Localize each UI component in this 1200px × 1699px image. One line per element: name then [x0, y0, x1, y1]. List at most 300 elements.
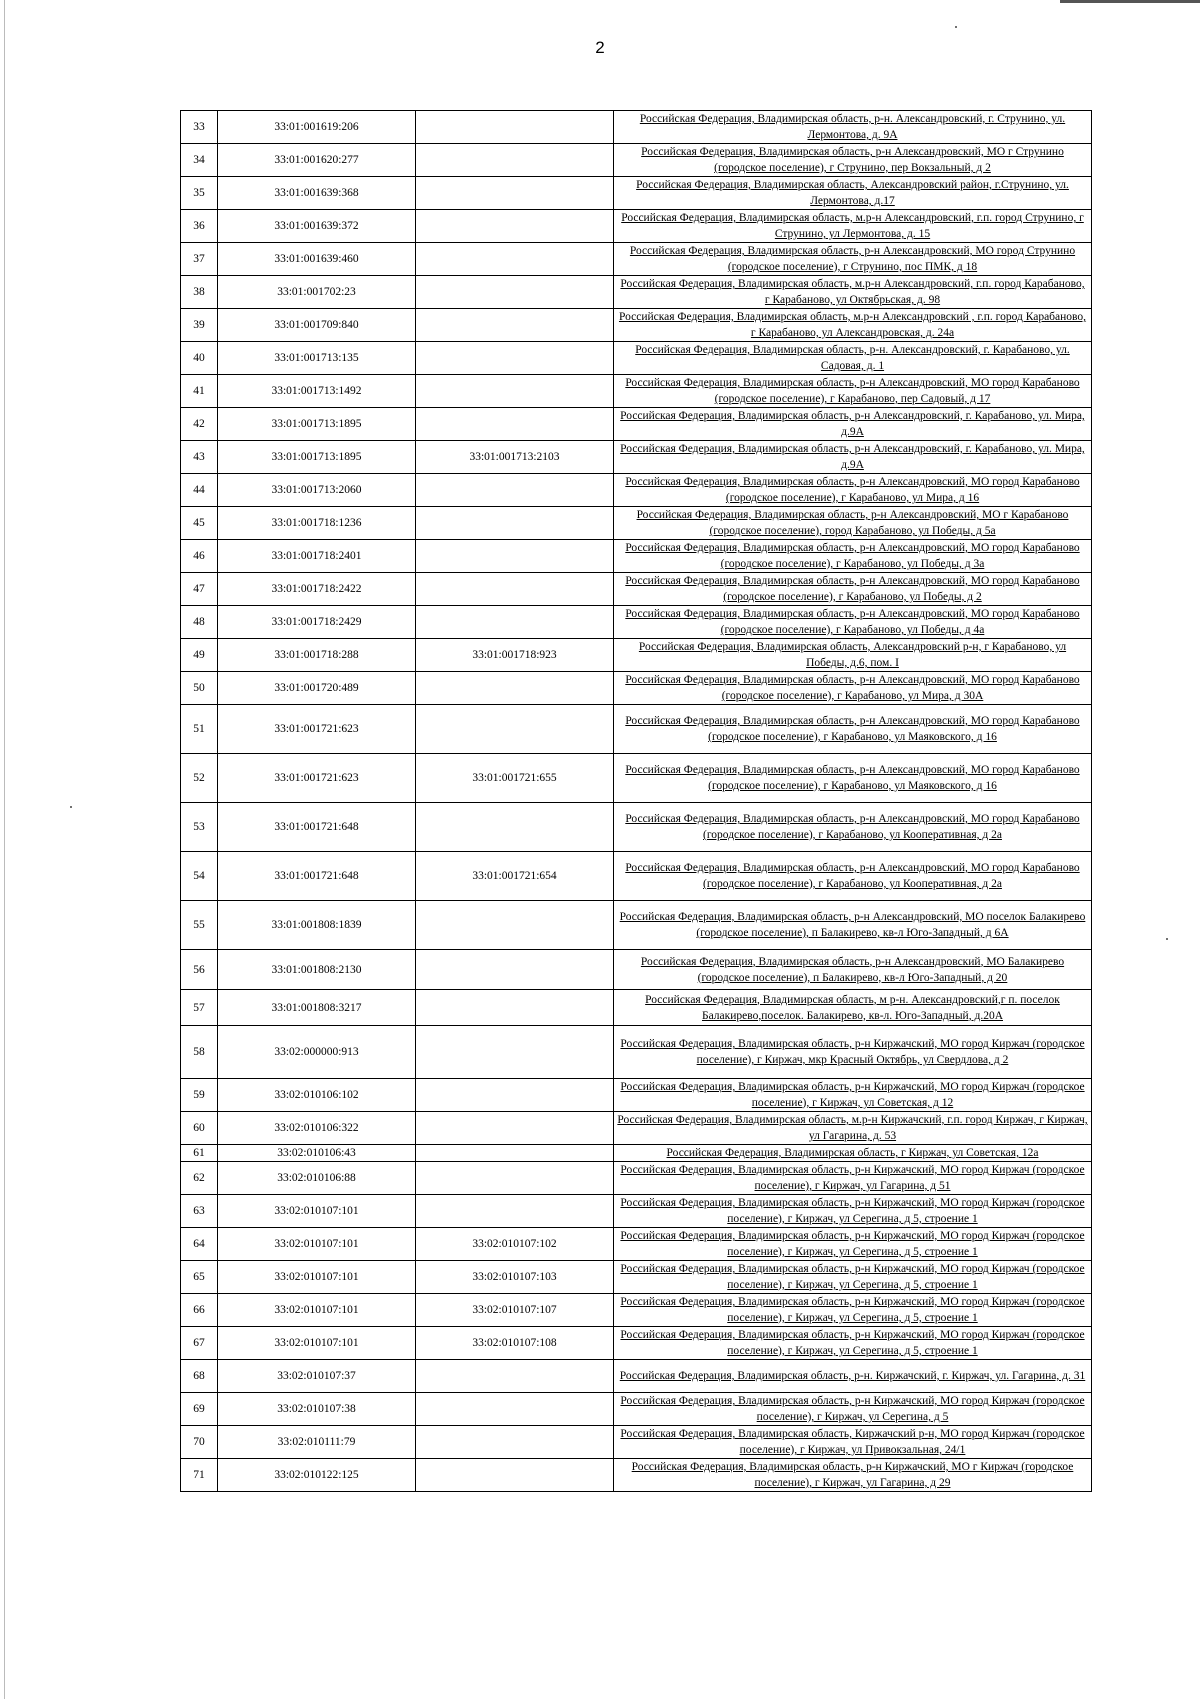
- table-row: [181, 1426, 1092, 1459]
- address: Российская Федерация, Владимирская область, р-н Александровский, МО город Карабаново (городское поселение), г Карабаново, ул Кооперативная, д 2а: [625, 862, 1080, 890]
- cadastral-number: 33:01:001639:372: [274, 220, 359, 232]
- table-row: [181, 1079, 1092, 1112]
- row-number: 55: [193, 919, 205, 931]
- cadastral-number: 33:01:001721:623: [274, 772, 359, 784]
- related-cadastral-number-cell: [416, 375, 614, 408]
- address-cell: [614, 177, 1092, 210]
- address: Российская Федерация, Владимирская область, р-н Киржачский, МО город Киржач (городское поселение), г Киржач, ул Серегина, д 5: [620, 1395, 1085, 1423]
- row-number-cell: [181, 111, 218, 144]
- cadastral-number-cell: [218, 1162, 416, 1195]
- address: Российская Федерация, Владимирская область, р-н Киржачский, МО город Киржач (городское поселение), г Киржач, мкр Красный Октябрь, ул Свердлова, д 2: [620, 1038, 1085, 1066]
- row-number: 59: [193, 1089, 205, 1101]
- row-number-cell: [181, 144, 218, 177]
- row-number: 63: [193, 1205, 205, 1217]
- cadastral-number: 33:02:010107:38: [277, 1403, 356, 1415]
- row-number: 64: [193, 1238, 205, 1250]
- row-number-cell: [181, 342, 218, 375]
- table-row: [181, 1360, 1092, 1393]
- address-cell: [614, 1026, 1092, 1079]
- row-number-cell: [181, 1195, 218, 1228]
- row-number-cell: [181, 243, 218, 276]
- cadastral-number: 33:01:001718:2429: [271, 616, 362, 628]
- cadastral-number: 33:02:000000:913: [274, 1046, 359, 1058]
- row-number: 51: [193, 723, 205, 735]
- row-number-cell: [181, 672, 218, 705]
- cadastral-number-cell: [218, 990, 416, 1026]
- cadastral-number-cell: [218, 375, 416, 408]
- related-cadastral-number-cell: [416, 754, 614, 803]
- cadastral-number: 33:01:001713:1895: [271, 451, 362, 463]
- address-cell: [614, 1261, 1092, 1294]
- address: Российская Федерация, Владимирская область, р-н Киржачский, МО город Киржач (городское поселение), г Киржач, ул Серегина, д 5, строение 1: [620, 1230, 1085, 1258]
- row-number: 40: [193, 352, 205, 364]
- cadastral-number-cell: [218, 1145, 416, 1162]
- cadastral-number: 33:01:001619:206: [274, 121, 359, 133]
- row-number: 68: [193, 1370, 205, 1382]
- address-cell: [614, 243, 1092, 276]
- table-row: [181, 1195, 1092, 1228]
- cadastral-number: 33:02:010107:101: [274, 1205, 359, 1217]
- cadastral-number-cell: [218, 606, 416, 639]
- cadastral-number-cell: [218, 852, 416, 901]
- row-number: 49: [193, 649, 205, 661]
- row-number: 53: [193, 821, 205, 833]
- related-cadastral-number: 33:01:001713:2103: [469, 451, 560, 463]
- related-cadastral-number: 33:02:010107:108: [472, 1337, 557, 1349]
- address-cell: [614, 1426, 1092, 1459]
- address: Российская Федерация, Владимирская область, м.р-н Александровский , г.п. город Карабаново, г Карабаново, ул Александровская, д. 24а: [618, 311, 1087, 339]
- address-cell: [614, 950, 1092, 990]
- cadastral-number: 33:02:010106:88: [277, 1172, 356, 1184]
- address-cell: [614, 540, 1092, 573]
- cadastral-number-cell: [218, 672, 416, 705]
- row-number: 57: [193, 1001, 205, 1014]
- address: Российская Федерация, Владимирская область, м.р-н Александровский, г.п. город Карабаново, г Карабаново, ул Октябрьская, д. 98: [620, 278, 1085, 306]
- cadastral-number: 33:02:010107:101: [274, 1271, 359, 1283]
- address: Российская Федерация, Владимирская область, Киржачский р-н, МО город Киржач (городское поселение), г Киржач, ул Привокзальная, 24/1: [620, 1428, 1085, 1456]
- related-cadastral-number-cell: [416, 1079, 614, 1112]
- address-cell: [614, 1294, 1092, 1327]
- address: Российская Федерация, Владимирская область, р-н Александровский, МО город Карабаново (городское поселение), г Карабаново, ул Победы, д 3а: [625, 542, 1080, 570]
- address: Российская Федерация, Владимирская область, р-н Александровский, МО Балакирево (городское поселение), п Балакирево, кв-л Юго-Западный, д 20: [640, 955, 1065, 984]
- row-number: 41: [193, 385, 205, 397]
- table-row: [181, 1228, 1092, 1261]
- table-row: [181, 408, 1092, 441]
- cadastral-number: 33:02:010107:101: [274, 1337, 359, 1349]
- related-cadastral-number-cell: [416, 1261, 614, 1294]
- row-number: 67: [193, 1337, 205, 1349]
- address: Российская Федерация, Владимирская область, м.р-н Киржачский, г.п. город Киржач, г Киржач, ул Гагарина, д. 53: [617, 1114, 1088, 1142]
- address: Российская Федерация, Владимирская область, м.р-н Александровский, г.п. город Струнино, г Струнино, ул Лермонтова, д. 15: [621, 212, 1084, 240]
- cadastral-number: 33:01:001808:1839: [271, 919, 362, 931]
- related-cadastral-number-cell: [416, 342, 614, 375]
- address-cell: [614, 1459, 1092, 1492]
- address-cell: [614, 1327, 1092, 1360]
- address-cell: [614, 1145, 1092, 1162]
- row-number: 66: [193, 1304, 205, 1316]
- address: Российская Федерация, Владимирская область, р-н Киржачский, МО город Киржач (городское поселение), г Киржач, ул Серегина, д 5, строение 1: [620, 1197, 1085, 1225]
- row-number: 44: [193, 484, 205, 496]
- cadastral-number: 33:02:010106:43: [277, 1147, 356, 1159]
- related-cadastral-number-cell: [416, 474, 614, 507]
- cadastral-number-cell: [218, 276, 416, 309]
- related-cadastral-number-cell: [416, 672, 614, 705]
- row-number-cell: [181, 803, 218, 852]
- address-cell: [614, 990, 1092, 1026]
- table-row: [181, 852, 1092, 901]
- table-row: [181, 606, 1092, 639]
- cadastral-registry-table: [180, 110, 1092, 1492]
- related-cadastral-number-cell: [416, 177, 614, 210]
- cadastral-number: 33:01:001718:2422: [271, 583, 362, 595]
- table-row: [181, 144, 1092, 177]
- table-row: [181, 441, 1092, 474]
- cadastral-number-cell: [218, 1026, 416, 1079]
- related-cadastral-number: 33:01:001721:655: [472, 772, 557, 784]
- row-number: 43: [193, 451, 205, 463]
- row-number-cell: [181, 375, 218, 408]
- row-number-cell: [181, 573, 218, 606]
- cadastral-number-cell: [218, 342, 416, 375]
- cadastral-number-cell: [218, 1426, 416, 1459]
- table-row: [181, 309, 1092, 342]
- row-number: 61: [193, 1147, 205, 1159]
- address-cell: [614, 111, 1092, 144]
- address-cell: [614, 672, 1092, 705]
- table-row: [181, 540, 1092, 573]
- related-cadastral-number: 33:01:001721:654: [472, 870, 557, 882]
- address: Российская Федерация, Владимирская область, р-н Александровский, МО город Карабаново (городское поселение), г Карабаново, ул Кооперативная, д 2а: [625, 813, 1080, 841]
- address: Российская Федерация, Владимирская область, г Киржач, ул Советская, 12а: [666, 1147, 1039, 1159]
- cadastral-number-cell: [218, 1393, 416, 1426]
- cadastral-number: 33:02:010107:101: [274, 1238, 359, 1250]
- related-cadastral-number-cell: [416, 1112, 614, 1145]
- address: Российская Федерация, Владимирская область, р-н Александровский, МО поселок Балакирево (городское поселение), п Балакирево, кв-л Юго-Западный, д 6А: [619, 911, 1086, 939]
- table-row: [181, 1026, 1092, 1079]
- table-row: [181, 1145, 1092, 1162]
- cadastral-number-cell: [218, 705, 416, 754]
- table-row: [181, 507, 1092, 540]
- row-number-cell: [181, 852, 218, 901]
- row-number-cell: [181, 1079, 218, 1112]
- related-cadastral-number-cell: [416, 408, 614, 441]
- related-cadastral-number-cell: [416, 507, 614, 540]
- cadastral-number: 33:02:010107:37: [277, 1370, 356, 1382]
- address: Российская Федерация, Владимирская область, Александровский район, г.Струнино, ул. Лермонтова, д.17: [636, 179, 1069, 207]
- cadastral-number: 33:01:001718:1236: [271, 517, 362, 529]
- row-number-cell: [181, 1294, 218, 1327]
- cadastral-number: 33:02:010107:101: [274, 1304, 359, 1316]
- cadastral-number: 33:01:001721:623: [274, 723, 359, 735]
- cadastral-number: 33:01:001713:1895: [271, 418, 362, 430]
- related-cadastral-number-cell: [416, 1228, 614, 1261]
- related-cadastral-number-cell: [416, 1162, 614, 1195]
- related-cadastral-number: 33:02:010107:107: [472, 1304, 557, 1316]
- row-number-cell: [181, 754, 218, 803]
- cadastral-number: 33:01:001808:2130: [271, 963, 362, 976]
- table-row: [181, 754, 1092, 803]
- cadastral-number: 33:01:001721:648: [274, 870, 359, 882]
- address-cell: [614, 606, 1092, 639]
- related-cadastral-number-cell: [416, 309, 614, 342]
- row-number: 69: [193, 1403, 205, 1415]
- scan-edge-line: [1060, 0, 1200, 3]
- address-cell: [614, 507, 1092, 540]
- cadastral-number-cell: [218, 754, 416, 803]
- row-number-cell: [181, 177, 218, 210]
- cadastral-number-cell: [218, 1294, 416, 1327]
- table-row: [181, 990, 1092, 1026]
- cadastral-number-cell: [218, 803, 416, 852]
- row-number-cell: [181, 276, 218, 309]
- related-cadastral-number-cell: [416, 705, 614, 754]
- row-number: 33: [193, 121, 205, 133]
- scan-speck: [955, 26, 957, 28]
- address-cell: [614, 901, 1092, 950]
- table-row: [181, 1294, 1092, 1327]
- table-row: [181, 901, 1092, 950]
- cadastral-number-cell: [218, 950, 416, 990]
- address-cell: [614, 144, 1092, 177]
- cadastral-number-cell: [218, 540, 416, 573]
- address: Российская Федерация, Владимирская область, р-н Александровский, МО г Карабаново (городское поселение), город Карабаново, ул Победы, д 5а: [636, 509, 1069, 537]
- row-number-cell: [181, 1228, 218, 1261]
- table-row: [181, 276, 1092, 309]
- cadastral-number-cell: [218, 573, 416, 606]
- address: Российская Федерация, Владимирская область, р-н Киржачский, МО город Киржач (городское поселение), г Киржач, ул Гагарина, д 51: [620, 1164, 1085, 1192]
- row-number-cell: [181, 1261, 218, 1294]
- address-cell: [614, 573, 1092, 606]
- table-row: [181, 705, 1092, 754]
- scan-speck: [70, 806, 72, 808]
- row-number: 54: [193, 870, 205, 882]
- row-number: 37: [193, 253, 205, 265]
- table-row: [181, 803, 1092, 852]
- cadastral-number: 33:01:001713:1492: [271, 385, 362, 397]
- related-cadastral-number-cell: [416, 144, 614, 177]
- cadastral-number-cell: [218, 507, 416, 540]
- cadastral-number-cell: [218, 441, 416, 474]
- related-cadastral-number: 33:01:001718:923: [472, 649, 557, 661]
- cadastral-number-cell: [218, 144, 416, 177]
- cadastral-number-cell: [218, 1327, 416, 1360]
- address: Российская Федерация, Владимирская область, р-н. Киржачский, г. Киржач, ул. Гагарина, д. 31: [619, 1370, 1086, 1382]
- related-cadastral-number: 33:02:010107:103: [472, 1271, 557, 1283]
- row-number-cell: [181, 1162, 218, 1195]
- cadastral-number: 33:01:001718:288: [274, 649, 359, 661]
- table-row: [181, 1459, 1092, 1492]
- address: Российская Федерация, Владимирская область, р-н Александровский, МО город Карабаново (городское поселение), г Карабаново, пер Садовый, д 17: [625, 377, 1080, 405]
- row-number-cell: [181, 1145, 218, 1162]
- related-cadastral-number-cell: [416, 803, 614, 852]
- cadastral-number: 33:02:010122:125: [274, 1469, 359, 1481]
- related-cadastral-number-cell: [416, 441, 614, 474]
- related-cadastral-number-cell: [416, 1459, 614, 1492]
- cadastral-number: 33:02:010111:79: [277, 1436, 356, 1448]
- address-cell: [614, 1393, 1092, 1426]
- cadastral-number-cell: [218, 1360, 416, 1393]
- row-number: 65: [193, 1271, 205, 1283]
- table-row: [181, 210, 1092, 243]
- table-row: [181, 177, 1092, 210]
- cadastral-number-cell: [218, 901, 416, 950]
- related-cadastral-number-cell: [416, 1393, 614, 1426]
- row-number-cell: [181, 1112, 218, 1145]
- row-number: 47: [193, 583, 205, 595]
- address-cell: [614, 639, 1092, 672]
- row-number: 48: [193, 616, 205, 628]
- cadastral-number-cell: [218, 1261, 416, 1294]
- related-cadastral-number-cell: [416, 901, 614, 950]
- row-number-cell: [181, 474, 218, 507]
- row-number: 56: [193, 963, 205, 976]
- address: Российская Федерация, Владимирская область, р-н Киржачский, МО город Киржач (городское поселение), г Киржач, ул Серегина, д 5, строение 1: [620, 1263, 1085, 1291]
- related-cadastral-number-cell: [416, 950, 614, 990]
- address: Российская Федерация, Владимирская область, р-н Александровский, МО г Струнино (городское поселение), г Струнино, пер Вокзальный, д 2: [641, 146, 1064, 174]
- cadastral-number-cell: [218, 243, 416, 276]
- row-number-cell: [181, 990, 218, 1026]
- related-cadastral-number-cell: [416, 852, 614, 901]
- row-number-cell: [181, 705, 218, 754]
- address-cell: [614, 309, 1092, 342]
- address: Российская Федерация, Владимирская область, р-н Александровский, МО город Струнино (городское поселение), г Струнино, пос ПМК, д 18: [629, 245, 1076, 273]
- row-number-cell: [181, 1327, 218, 1360]
- address: Российская Федерация, Владимирская область, р-н. Александровский, г. Струнино, ул. Лермонтова, д. 9А: [639, 113, 1066, 141]
- related-cadastral-number-cell: [416, 243, 614, 276]
- row-number-cell: [181, 1426, 218, 1459]
- cadastral-number: 33:01:001639:368: [274, 187, 359, 199]
- table-row: [181, 1393, 1092, 1426]
- table-row: [181, 1261, 1092, 1294]
- row-number-cell: [181, 950, 218, 990]
- address: Российская Федерация, Владимирская область, р-н Киржачский, МО город Киржач (городское поселение), г Киржач, ул Серегина, д 5, строение 1: [620, 1296, 1085, 1324]
- address: Российская Федерация, Владимирская область, р-н Киржачский, МО г Киржач (городское поселение), г Киржач, ул Гагарина, д 29: [631, 1461, 1074, 1489]
- address: Российская Федерация, Владимирская область, р-н Александровский, МО город Карабаново (городское поселение), г Карабаново, ул Победы, д 4а: [625, 608, 1080, 636]
- address: Российская Федерация, Владимирская область, м р-н. Александровский,г п. поселок Балакирево,поселок. Балакирево, кв-л. Юго-Западный, д.20А: [645, 993, 1060, 1022]
- address-cell: [614, 210, 1092, 243]
- cadastral-number-cell: [218, 1112, 416, 1145]
- row-number: 70: [193, 1436, 205, 1448]
- address: Российская Федерация, Владимирская область, р-н Киржачский, МО город Киржач (городское поселение), г Киржач, ул Советская, д 12: [620, 1081, 1085, 1109]
- table-row: [181, 672, 1092, 705]
- row-number-cell: [181, 1026, 218, 1079]
- row-number: 58: [193, 1046, 205, 1058]
- address-cell: [614, 342, 1092, 375]
- related-cadastral-number-cell: [416, 1426, 614, 1459]
- table-row: [181, 573, 1092, 606]
- address-cell: [614, 375, 1092, 408]
- cadastral-number: 33:01:001620:277: [274, 154, 359, 166]
- related-cadastral-number-cell: [416, 540, 614, 573]
- related-cadastral-number-cell: [416, 573, 614, 606]
- address-cell: [614, 1195, 1092, 1228]
- address-cell: [614, 852, 1092, 901]
- row-number: 39: [193, 319, 205, 331]
- address: Российская Федерация, Владимирская область, р-н Александровский, МО город Карабаново (городское поселение), г Карабаново, ул Маяковского, д 16: [625, 764, 1080, 792]
- table-row: [181, 1162, 1092, 1195]
- related-cadastral-number-cell: [416, 639, 614, 672]
- row-number-cell: [181, 1393, 218, 1426]
- cadastral-number: 33:01:001713:135: [274, 352, 359, 364]
- row-number-cell: [181, 606, 218, 639]
- row-number: 71: [193, 1469, 205, 1481]
- address-cell: [614, 1228, 1092, 1261]
- cadastral-number: 33:01:001808:3217: [271, 1001, 362, 1014]
- row-number: 36: [193, 220, 205, 232]
- table-row: [181, 474, 1092, 507]
- cadastral-number-cell: [218, 1228, 416, 1261]
- address-cell: [614, 803, 1092, 852]
- row-number-cell: [181, 210, 218, 243]
- cadastral-number: 33:02:010106:322: [274, 1122, 359, 1134]
- row-number-cell: [181, 1459, 218, 1492]
- table-row: [181, 639, 1092, 672]
- related-cadastral-number-cell: [416, 1195, 614, 1228]
- table-row: [181, 1327, 1092, 1360]
- table-body: [181, 111, 1092, 1492]
- related-cadastral-number-cell: [416, 1294, 614, 1327]
- related-cadastral-number-cell: [416, 606, 614, 639]
- scan-left-edge: [4, 0, 5, 1699]
- table-row: [181, 111, 1092, 144]
- cadastral-number-cell: [218, 1459, 416, 1492]
- cadastral-number-cell: [218, 408, 416, 441]
- cadastral-number-cell: [218, 474, 416, 507]
- address: Российская Федерация, Владимирская область, р-н Киржачский, МО город Киржач (городское поселение), г Киржач, ул Серегина, д 5, строение 1: [620, 1329, 1085, 1357]
- table-row: [181, 342, 1092, 375]
- address: Российская Федерация, Владимирская область, р-н Александровский, МО город Карабаново (городское поселение), г Карабаново, ул Маяковского, д 16: [625, 715, 1080, 743]
- related-cadastral-number-cell: [416, 210, 614, 243]
- related-cadastral-number-cell: [416, 1360, 614, 1393]
- cadastral-number-cell: [218, 177, 416, 210]
- address-cell: [614, 754, 1092, 803]
- cadastral-number-cell: [218, 111, 416, 144]
- row-number: 45: [193, 517, 205, 529]
- row-number-cell: [181, 1360, 218, 1393]
- address-cell: [614, 276, 1092, 309]
- row-number: 62: [193, 1172, 205, 1184]
- address: Российская Федерация, Владимирская область, р-н Александровский, МО город Карабаново (городское поселение), г Карабаново, ул Победы, д 2: [625, 575, 1080, 603]
- address-cell: [614, 1079, 1092, 1112]
- address: Российская Федерация, Владимирская область, р-н Александровский, г. Карабаново, ул. Мира, д.9А: [620, 410, 1085, 438]
- row-number: 46: [193, 550, 205, 562]
- cadastral-number: 33:01:001721:648: [274, 821, 359, 833]
- row-number: 52: [193, 772, 205, 784]
- scan-speck: [1166, 938, 1168, 940]
- table-row: [181, 375, 1092, 408]
- table-row: [181, 950, 1092, 990]
- row-number: 50: [193, 682, 205, 694]
- cadastral-number-cell: [218, 210, 416, 243]
- address: Российская Федерация, Владимирская область, р-н Александровский, МО город Карабаново (городское поселение), г Карабаново, ул Мира, д 30А: [625, 674, 1080, 702]
- cadastral-number: 33:01:001702:23: [277, 286, 356, 298]
- row-number: 34: [193, 154, 205, 166]
- address-cell: [614, 1112, 1092, 1145]
- related-cadastral-number-cell: [416, 276, 614, 309]
- address-cell: [614, 705, 1092, 754]
- row-number-cell: [181, 507, 218, 540]
- address-cell: [614, 441, 1092, 474]
- related-cadastral-number-cell: [416, 1327, 614, 1360]
- related-cadastral-number-cell: [416, 111, 614, 144]
- table-row: [181, 243, 1092, 276]
- related-cadastral-number: 33:02:010107:102: [472, 1238, 557, 1250]
- row-number: 42: [193, 418, 205, 430]
- row-number-cell: [181, 408, 218, 441]
- cadastral-number: 33:01:001720:489: [274, 682, 359, 694]
- row-number: 35: [193, 187, 205, 199]
- cadastral-number: 33:01:001709:840: [274, 319, 359, 331]
